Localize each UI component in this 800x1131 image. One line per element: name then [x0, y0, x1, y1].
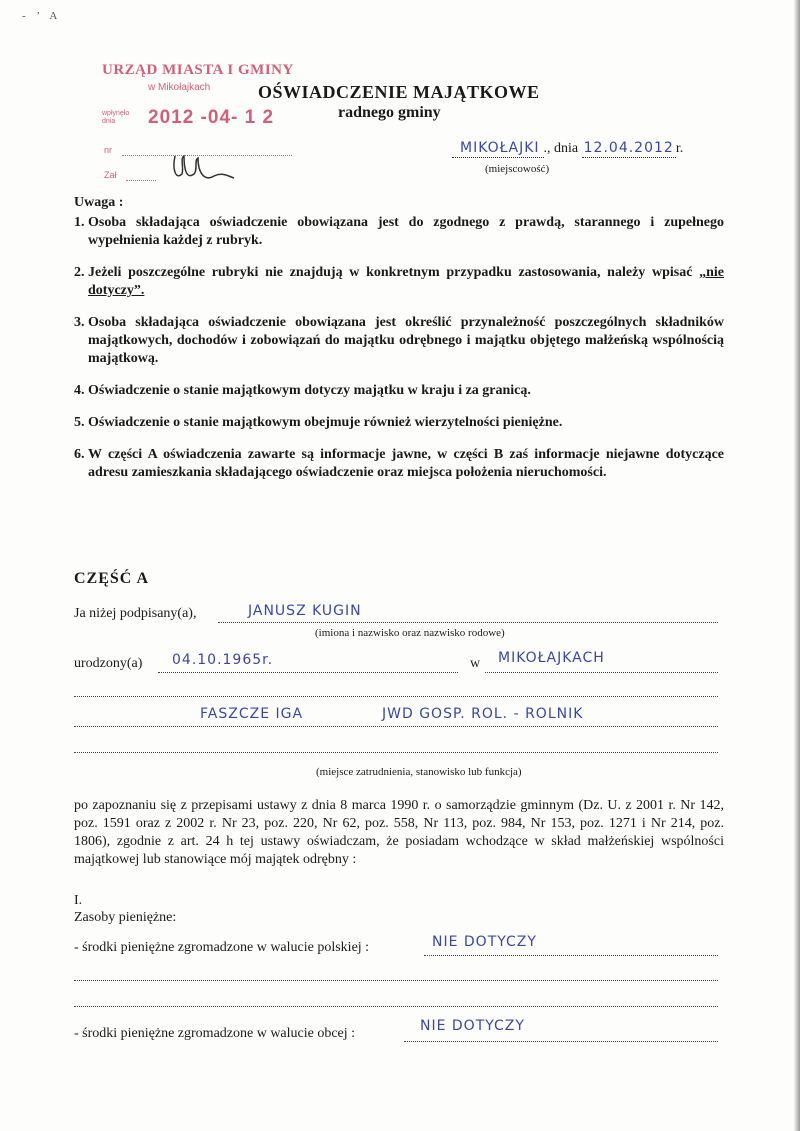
born-place-field[interactable] — [485, 672, 718, 673]
stamp-zal-line — [126, 180, 156, 181]
notice-text-part: Jeżeli poszczególne rubryki nie znajdują w konkretnym przypadku zastosowania, należy wpisać — [88, 265, 700, 280]
pln-funds-field[interactable] — [424, 955, 718, 956]
part-a-title: CZĘŚĆ A — [74, 570, 150, 587]
employment-field-line[interactable] — [74, 696, 718, 697]
notice-num: 5. — [74, 415, 85, 430]
born-place-value: MIKOŁAJKACH — [498, 650, 605, 666]
employment-value-2: JWD GOSP. ROL. - ROLNIK — [382, 706, 584, 722]
received-stamp — [100, 60, 300, 200]
date-prefix: ., dnia — [543, 141, 579, 156]
notice-section — [74, 194, 724, 496]
declaration-paragraph: po zapoznaniu się z przepisami ustawy z dnia 8 marca 1990 r. o samorządzie gminnym (Dz. U. z 2001 r. Nr 142, poz. 1591 oraz z 2002 r. Nr 23, poz. 220, Nr 62, poz. 558, Nr 113, poz. 984, Nr 153, poz. 1271 i Nr 214, poz. 1806), zgodnie z art. 24 h tej ustawy oświadczam, że posiadam wchodzące w skład małżeńskiej wspólności majątkowej lub stanowiące mój majątek odrębny : — [74, 798, 724, 867]
notice-text: W części A oświadczenia zawarte są informacje jawne, w części B zaś informacje niejawne dotyczące adresu zamieszkania składającego oświadczenie oraz miejsca położenia nieruchomości. — [88, 447, 724, 480]
stamp-organization: URZĄD MIASTA I GMINY — [102, 62, 294, 78]
stamp-received-label: wpłynęło dnia — [102, 110, 130, 125]
date-value: 12.04.2012 — [583, 140, 674, 156]
signed-field[interactable] — [218, 622, 718, 623]
notice-label: Uwaga : — [74, 195, 124, 210]
stamp-nr-label: nr — [104, 145, 113, 155]
document-title: OŚWIADCZENIE MAJĄTKOWE — [258, 82, 540, 102]
foreign-funds-field[interactable] — [404, 1041, 718, 1042]
notice-item — [74, 446, 724, 482]
notice-text: Osoba składająca oświadczenie obowiązana jest do zgodnego z prawdą, starannego i zupełnego wypełnienia każdej z rubryk. — [88, 215, 724, 248]
stamp-zal-label: Zał — [104, 170, 117, 180]
signed-caption: (imiona i nazwisko oraz nazwisko rodowe) — [315, 627, 505, 639]
notice-item — [74, 314, 724, 368]
pln-funds-field-line[interactable] — [74, 980, 718, 981]
document-subtitle: radnego gminy — [338, 104, 441, 121]
notice-num: 6. — [74, 447, 85, 462]
notice-text — [88, 264, 724, 300]
notice-text: Oświadczenie o stanie majątkowym dotyczy majątku w kraju i za granicą. — [88, 383, 531, 398]
notice-num: 2. — [74, 265, 85, 280]
pln-funds-label: - środki pieniężne zgromadzone w walucie polskiej : — [74, 940, 370, 955]
notice-num: 1. — [74, 215, 85, 230]
section-1-number: I. — [74, 893, 83, 908]
place-caption: (miejscowość) — [485, 163, 550, 175]
pln-funds-field-line[interactable] — [74, 1006, 718, 1007]
place-value: MIKOŁAJKI — [460, 140, 540, 156]
notice-item — [74, 414, 724, 432]
place-date-line — [452, 140, 683, 158]
notice-text: Osoba składająca oświadczenie obowiązana jest określić przynależność poszczególnych składników majątkowych, dochodów i zobowiązań do majątku odrębnego i majątku objętego małżeńską wspólnością majątkową. — [88, 315, 724, 366]
stamp-location: w Mikołajkach — [148, 82, 211, 93]
notice-item — [74, 382, 724, 400]
place-field[interactable] — [452, 140, 544, 158]
notice-list — [74, 214, 724, 482]
pln-funds-value: NIE DOTYCZY — [432, 934, 537, 950]
scan-edge — [794, 0, 800, 1131]
stamp-signature-icon — [170, 150, 240, 186]
notice-num: 4. — [74, 383, 85, 398]
born-label: urodzony(a) — [74, 656, 143, 671]
foreign-funds-value: NIE DOTYCZY — [420, 1018, 525, 1034]
notice-underlined: „nie dotyczy”. — [88, 265, 724, 298]
employment-field-line[interactable] — [74, 752, 718, 753]
employment-field-line[interactable] — [74, 726, 718, 727]
signed-value: JANUSZ KUGIN — [248, 603, 362, 619]
notice-item — [74, 214, 724, 250]
employment-value-1: FASZCZE IGA — [200, 706, 304, 722]
signed-label: Ja niżej podpisany(a), — [74, 606, 197, 621]
born-date-field[interactable] — [158, 672, 458, 673]
section-1-heading: Zasoby pieniężne: — [74, 910, 177, 925]
notice-item — [74, 264, 724, 300]
date-suffix: r. — [675, 141, 684, 156]
notice-num: 3. — [74, 315, 85, 330]
born-date-value: 04.10.1965r. — [172, 652, 274, 668]
born-in-label: w — [470, 656, 481, 671]
employment-caption: (miejsce zatrudnienia, stanowisko lub funkcja) — [316, 766, 522, 778]
notice-text: Oświadczenie o stanie majątkowym obejmuje również wierzytelności pieniężne. — [88, 415, 563, 430]
stamp-date: 2012 -04- 1 2 — [148, 107, 275, 128]
foreign-funds-label: - środki pieniężne zgromadzone w walucie obcej : — [74, 1026, 356, 1041]
date-field[interactable] — [582, 140, 676, 158]
corner-marks: - ’ A — [22, 10, 62, 22]
